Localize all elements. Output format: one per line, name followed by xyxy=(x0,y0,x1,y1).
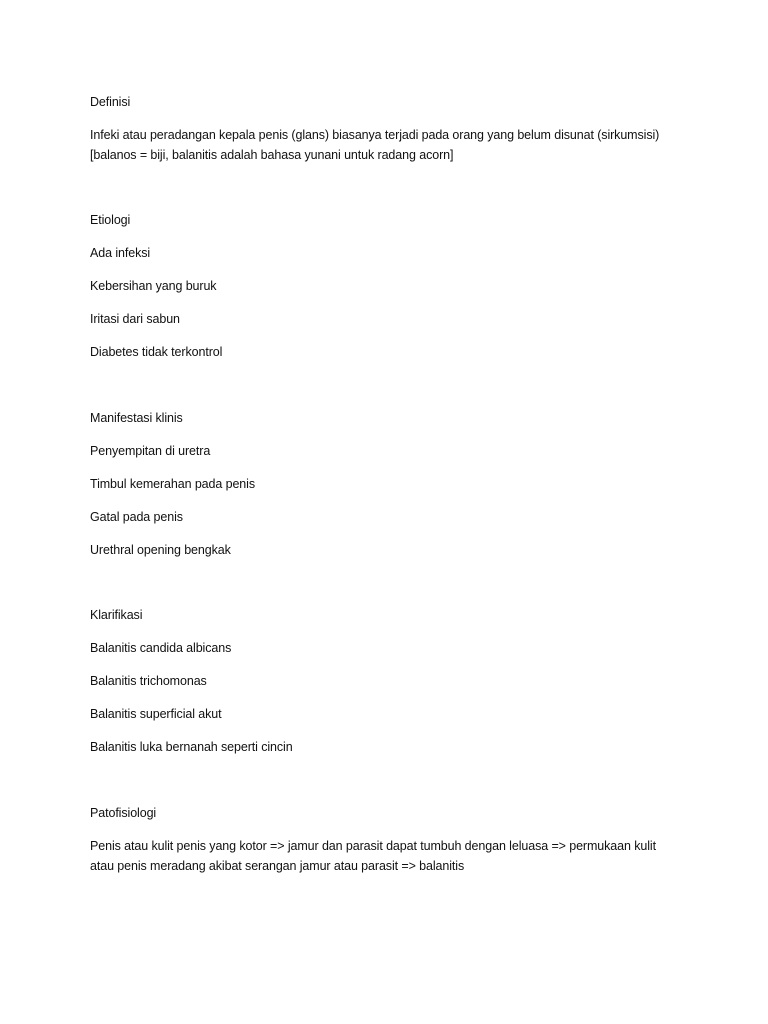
paragraph-line: [balanos = biji, balanitis adalah bahasa yunani untuk radang acorn] xyxy=(90,148,454,162)
list-item: Diabetes tidak terkontrol xyxy=(90,345,223,359)
paragraph-line: atau penis meradang akibat serangan jamur atau parasit => balanitis xyxy=(90,859,465,873)
paragraph-line: Infeki atau peradangan kepala penis (glans) biasanya terjadi pada orang yang belum disunat (sirkumsisi) xyxy=(90,128,660,142)
section-heading-klarifikasi: Klarifikasi xyxy=(90,608,143,622)
list-item: Iritasi dari sabun xyxy=(90,312,180,326)
section-heading-definisi: Definisi xyxy=(90,95,131,109)
list-item: Timbul kemerahan pada penis xyxy=(90,477,255,491)
list-item: Balanitis candida albicans xyxy=(90,641,232,655)
list-item: Balanitis trichomonas xyxy=(90,674,207,688)
section-heading-etiologi: Etiologi xyxy=(90,213,131,227)
list-item: Balanitis luka bernanah seperti cincin xyxy=(90,740,293,754)
list-item: Urethral opening bengkak xyxy=(90,543,231,557)
list-item: Penyempitan di uretra xyxy=(90,444,211,458)
section-heading-manifestasi-klinis: Manifestasi klinis xyxy=(90,411,183,425)
list-item: Gatal pada penis xyxy=(90,510,183,524)
list-item: Balanitis superficial akut xyxy=(90,707,222,721)
list-item: Kebersihan yang buruk xyxy=(90,279,217,293)
list-item: Ada infeksi xyxy=(90,246,151,260)
paragraph-line: Penis atau kulit penis yang kotor => jamur dan parasit dapat tumbuh dengan leluasa => permukaan kulit xyxy=(90,839,656,853)
section-heading-patofisiologi: Patofisiologi xyxy=(90,806,157,820)
